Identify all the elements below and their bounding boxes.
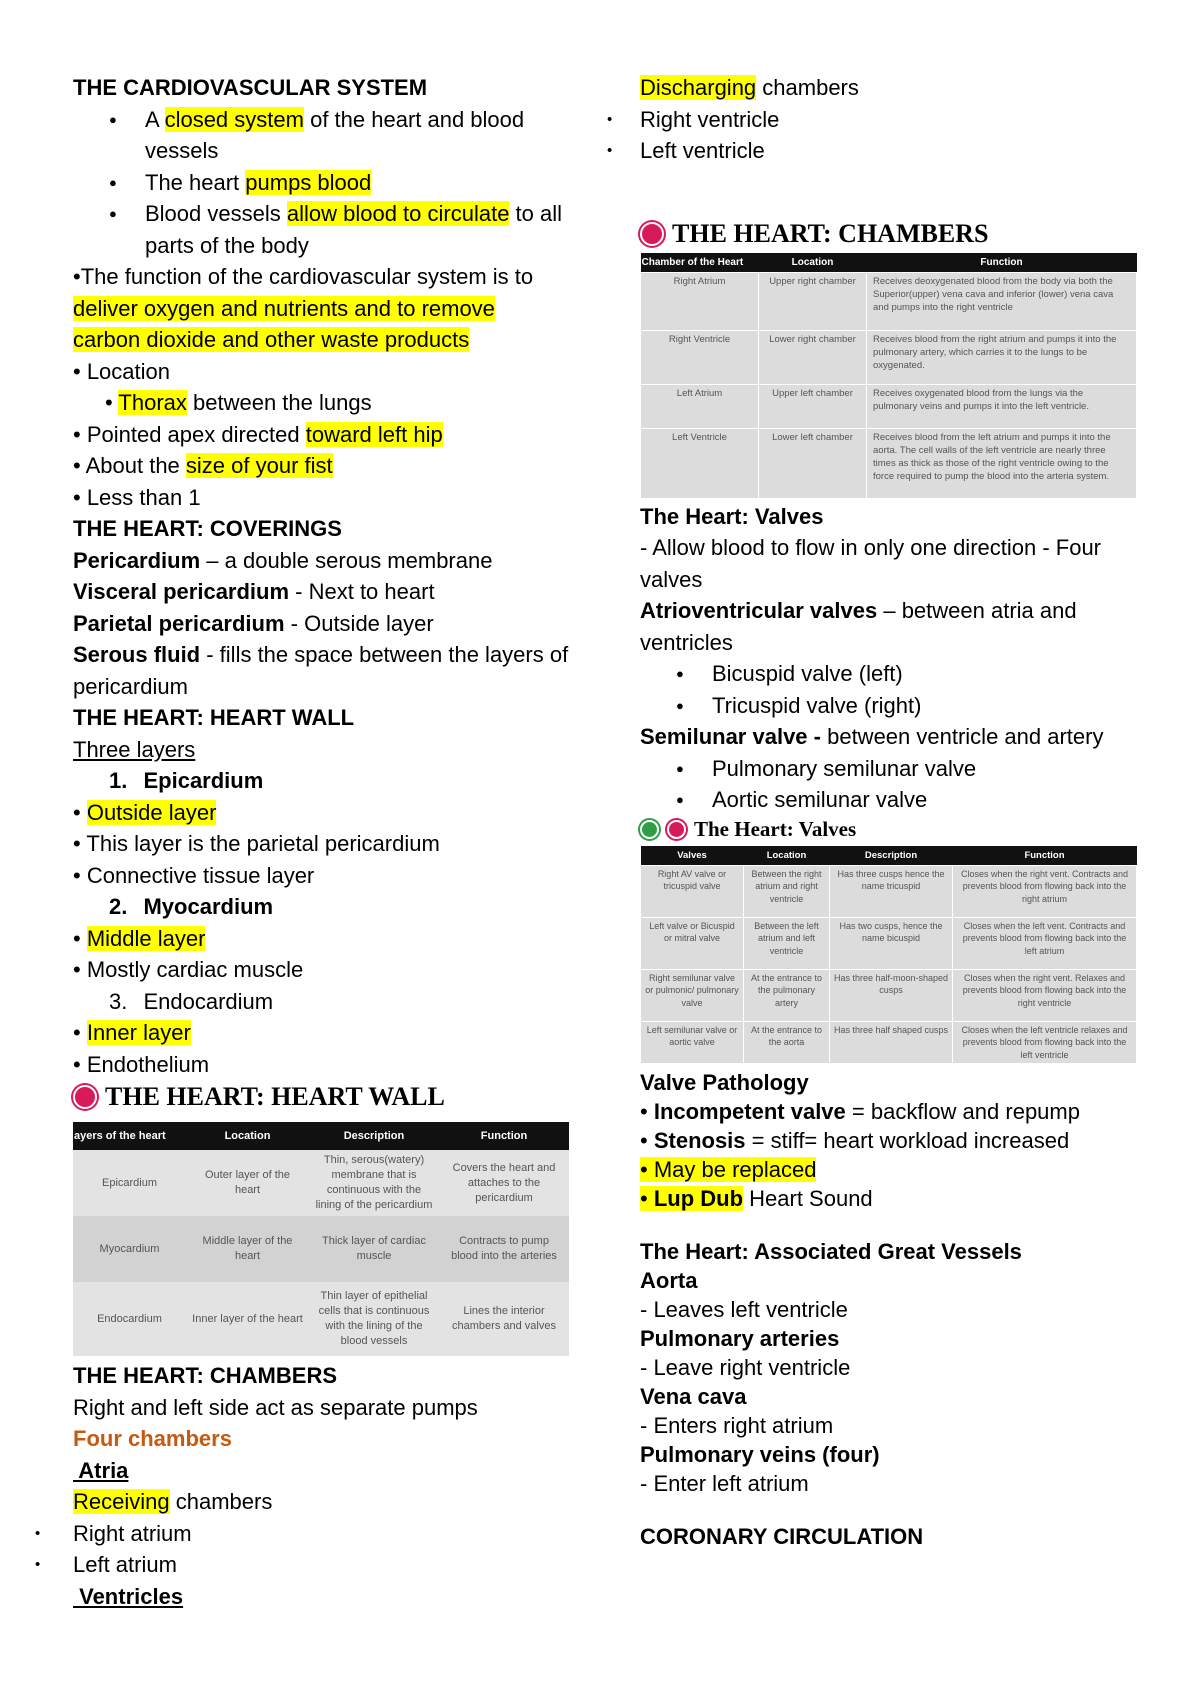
table-cell: Thin, serous(watery) membrane that is continuous with the lining of the pericardium bbox=[309, 1150, 439, 1216]
table-cell: Closes when the left vent. Contracts and prevents blood from flowing back into the left atrium bbox=[953, 917, 1137, 969]
table-row bbox=[641, 969, 1137, 1021]
left-column bbox=[35, 72, 583, 1612]
serous-line: Serous fluid - fills the space between the layers of pericardium bbox=[73, 642, 569, 699]
separate-pumps: Right and left side act as separate pumps bbox=[73, 1394, 478, 1420]
replaced-item: • May be replaced bbox=[640, 1157, 817, 1182]
table-row bbox=[73, 1150, 569, 1216]
table-cell: Left valve or Bicuspid or mitral valve bbox=[641, 917, 744, 969]
heart-wall-table bbox=[73, 1122, 569, 1356]
table-cell: Lower left chamber bbox=[759, 428, 867, 498]
valves-table bbox=[640, 846, 1137, 1065]
cv-bullet-circulate: ● Blood vessels allow blood to circulate to all parts of the body bbox=[73, 198, 583, 261]
lup-dub-item: • Lup Dub Heart Sound bbox=[640, 1186, 873, 1211]
inner-layer: • Inner layer bbox=[73, 1020, 191, 1045]
thorax-item: • Thorax between the lungs bbox=[105, 390, 372, 415]
left-ventricle: • Left ventricle bbox=[607, 138, 765, 163]
function-hl-2: carbon dioxide and other waste products bbox=[73, 327, 470, 352]
tricuspid-item: ● Tricuspid valve (right) bbox=[640, 690, 1140, 722]
heart-wall-banner: THE HEART: HEART WALL bbox=[73, 1080, 583, 1114]
table-cell: Has three half shaped cusps bbox=[830, 1021, 953, 1064]
outside-layer: • Outside layer bbox=[73, 799, 217, 825]
cv-title: THE CARDIOVASCULAR SYSTEM bbox=[73, 75, 428, 100]
table-cell: Receives oxygenated blood from the lungs via the pulmonary veins and pumps it into the left ventricle. bbox=[867, 384, 1137, 428]
four-chambers: Four chambers bbox=[73, 1426, 232, 1451]
mostly-item: • Mostly cardiac muscle bbox=[73, 957, 304, 982]
table-header: ayers of the heart bbox=[73, 1122, 186, 1150]
table-cell: Has three cusps hence the name tricuspid bbox=[830, 865, 953, 917]
table-header: Location bbox=[759, 253, 867, 273]
table-cell: Between the right atrium and right ventricle bbox=[744, 865, 830, 917]
table-cell: At the entrance to the aorta bbox=[744, 1021, 830, 1064]
table-row bbox=[641, 330, 1137, 384]
semilunar-valve: Semilunar valve - between ventricle and artery bbox=[640, 724, 1104, 749]
pathology-title: Valve Pathology bbox=[640, 1070, 809, 1095]
vena-cava-label: Vena cava bbox=[640, 1384, 747, 1409]
table-header: Function bbox=[439, 1122, 569, 1150]
atria-label: Atria bbox=[73, 1457, 129, 1483]
fist-item: • About the size of your fist bbox=[73, 453, 333, 478]
right-column bbox=[607, 72, 1140, 1551]
table-cell: Upper right chamber bbox=[759, 272, 867, 330]
left-atrium: • Left atrium bbox=[35, 1552, 177, 1577]
pulmonary-veins-desc: - Enter left atrium bbox=[640, 1471, 809, 1496]
table-cell: At the entrance to the pulmonary artery bbox=[744, 969, 830, 1021]
table-header: Chamber of the Heart bbox=[641, 253, 759, 273]
table-row bbox=[641, 865, 1137, 917]
vena-cava-desc: - Enters right atrium bbox=[640, 1413, 834, 1438]
table-row bbox=[73, 1216, 569, 1282]
table-cell: Myocardium bbox=[73, 1216, 186, 1282]
table-cell: Closes when the right vent. Contracts and prevents blood from flowing back into the right atrium bbox=[953, 865, 1137, 917]
pulmonary-veins-label: Pulmonary veins (four) bbox=[640, 1442, 880, 1467]
table-cell: Receives blood from the left atrium and pumps it into the aorta. The cell walls of the left ventricle are nearly three times as thick as those of the right ventricle owing to the force required to pump the blood into the arteria system. bbox=[867, 428, 1137, 498]
table-cell: Left Atrium bbox=[641, 384, 759, 428]
table-cell: Receives deoxygenated blood from the body via both the Superior(upper) vena cava and inferior (lower) vena cava and pumps into the right ventricle bbox=[867, 272, 1137, 330]
table-cell: Left Ventricle bbox=[641, 428, 759, 498]
valves-desc: - Allow blood to flow in only one direction - Four valves bbox=[640, 535, 1102, 592]
table-row bbox=[641, 384, 1137, 428]
stenosis-item: • Stenosis = stiff= heart workload increased bbox=[640, 1128, 1070, 1153]
table-row bbox=[641, 428, 1137, 498]
aorta-desc: - Leaves left ventricle bbox=[640, 1297, 848, 1322]
heart-badge-icon bbox=[667, 820, 686, 839]
heart-badge-icon bbox=[640, 222, 664, 246]
table-header: Location bbox=[186, 1122, 309, 1150]
visceral-line: Visceral pericardium - Next to heart bbox=[73, 579, 435, 604]
aortic-item: ● Aortic semilunar valve bbox=[640, 784, 1140, 816]
discharging-line: Discharging chambers bbox=[640, 75, 859, 100]
table-row bbox=[641, 272, 1137, 330]
table-cell: Receives blood from the right atrium and pumps it into the pulmonary artery, which carries it to the lungs to be oxygenated. bbox=[867, 330, 1137, 384]
table-cell: Lower right chamber bbox=[759, 330, 867, 384]
heart-wall-title: THE HEART: HEART WALL bbox=[73, 705, 355, 730]
table-header: Valves bbox=[641, 846, 744, 866]
ventricles-label: Ventricles bbox=[73, 1583, 184, 1609]
chambers-banner: THE HEART: CHAMBERS bbox=[640, 217, 1140, 251]
heart-badge-icon bbox=[640, 820, 659, 839]
receiving-line: Receiving chambers bbox=[73, 1489, 273, 1514]
chambers-title: THE HEART: CHAMBERS bbox=[73, 1363, 337, 1388]
incompetent-item: • Incompetent valve = backflow and repump bbox=[640, 1099, 1080, 1124]
table-header: Description bbox=[830, 846, 953, 866]
table-cell: Thick layer of cardiac muscle bbox=[309, 1216, 439, 1282]
table-cell: Upper left chamber bbox=[759, 384, 867, 428]
valves-banner: The Heart: Valves bbox=[640, 816, 1140, 844]
table-header: Description bbox=[309, 1122, 439, 1150]
table-cell: Middle layer of the heart bbox=[186, 1216, 309, 1282]
table-cell: Has three half-moon-shaped cusps bbox=[830, 969, 953, 1021]
pulmonary-arteries-desc: - Leave right ventricle bbox=[640, 1355, 851, 1380]
pulmonary-arteries-label: Pulmonary arteries bbox=[640, 1326, 840, 1351]
table-cell: Closes when the right vent. Relaxes and prevents blood from flowing back into the right ventricle bbox=[953, 969, 1137, 1021]
table-cell: Closes when the left ventricle relaxes and prevents blood from flowing back into the left ventricle bbox=[953, 1021, 1137, 1064]
cv-bullet-pumps: ● The heart pumps blood bbox=[73, 167, 583, 199]
three-layers: Three layers bbox=[73, 736, 196, 762]
table-header: Function bbox=[953, 846, 1137, 866]
connective-item: • Connective tissue layer bbox=[73, 862, 315, 888]
apex-item: • Pointed apex directed toward left hip bbox=[73, 421, 443, 447]
table-row bbox=[641, 917, 1137, 969]
table-header: Function bbox=[867, 253, 1137, 273]
epicardium-item: 1. Epicardium bbox=[109, 768, 264, 793]
great-vessels-title: The Heart: Associated Great Vessels bbox=[640, 1239, 1022, 1264]
table-row bbox=[73, 1282, 569, 1356]
parietal-item: • This layer is the parietal pericardium bbox=[73, 831, 440, 856]
table-cell: Left semilunar valve or aortic valve bbox=[641, 1021, 744, 1064]
table-cell: Right Ventricle bbox=[641, 330, 759, 384]
table-cell: Contracts to pump blood into the arteries bbox=[439, 1216, 569, 1282]
table-cell: Right Atrium bbox=[641, 272, 759, 330]
table-cell: Right AV valve or tricuspid valve bbox=[641, 865, 744, 917]
table-cell: Outer layer of the heart bbox=[186, 1150, 309, 1216]
table-cell: Epicardium bbox=[73, 1150, 186, 1216]
middle-layer: • Middle layer bbox=[73, 925, 206, 951]
chambers-table bbox=[640, 253, 1137, 499]
table-cell: Between the left atrium and left ventricle bbox=[744, 917, 830, 969]
table-cell: Endocardium bbox=[73, 1282, 186, 1356]
myocardium-item: 2. Myocardium bbox=[109, 894, 274, 919]
aorta-label: Aorta bbox=[640, 1268, 698, 1293]
cv-bullet-closed: ● A closed system of the heart and blood vessels bbox=[73, 104, 583, 167]
endocardium-item: 3. Endocardium bbox=[109, 988, 274, 1014]
right-ventricle: • Right ventricle bbox=[607, 106, 780, 132]
pulmonary-item: ● Pulmonary semilunar valve bbox=[640, 753, 1140, 785]
pericardium-line: Pericardium – a double serous membrane bbox=[73, 547, 493, 573]
heart-badge-icon bbox=[73, 1085, 97, 1109]
table-cell: Has two cusps, hence the name bicuspid bbox=[830, 917, 953, 969]
valves-title: The Heart: Valves bbox=[640, 503, 824, 529]
location-item: • Location bbox=[73, 358, 170, 384]
table-cell: Inner layer of the heart bbox=[186, 1282, 309, 1356]
table-row bbox=[641, 1021, 1137, 1064]
function-hl-1: deliver oxygen and nutrients and to remove bbox=[73, 295, 495, 321]
coverings-title: THE HEART: COVERINGS bbox=[73, 516, 342, 541]
less-item: • Less than 1 bbox=[73, 484, 201, 510]
table-cell: Lines the interior chambers and valves bbox=[439, 1282, 569, 1356]
av-valves: Atrioventricular valves – between atria and ventricles bbox=[640, 598, 1077, 655]
bicuspid-item: ● Bicuspid valve (left) bbox=[640, 658, 1140, 690]
table-cell: Covers the heart and attaches to the pericardium bbox=[439, 1150, 569, 1216]
right-atrium: • Right atrium bbox=[35, 1520, 192, 1546]
table-cell: Thin layer of epithelial cells that is continuous with the lining of the blood vessels bbox=[309, 1282, 439, 1356]
endothelium-item: • Endothelium bbox=[73, 1051, 210, 1077]
function-text: •The function of the cardiovascular system is to bbox=[73, 264, 534, 289]
table-header: Location bbox=[744, 846, 830, 866]
coronary-title: CORONARY CIRCULATION bbox=[640, 1524, 924, 1549]
table-cell: Right semilunar valve or pulmonic/ pulmonary valve bbox=[641, 969, 744, 1021]
parietal-line: Parietal pericardium - Outside layer bbox=[73, 610, 434, 636]
